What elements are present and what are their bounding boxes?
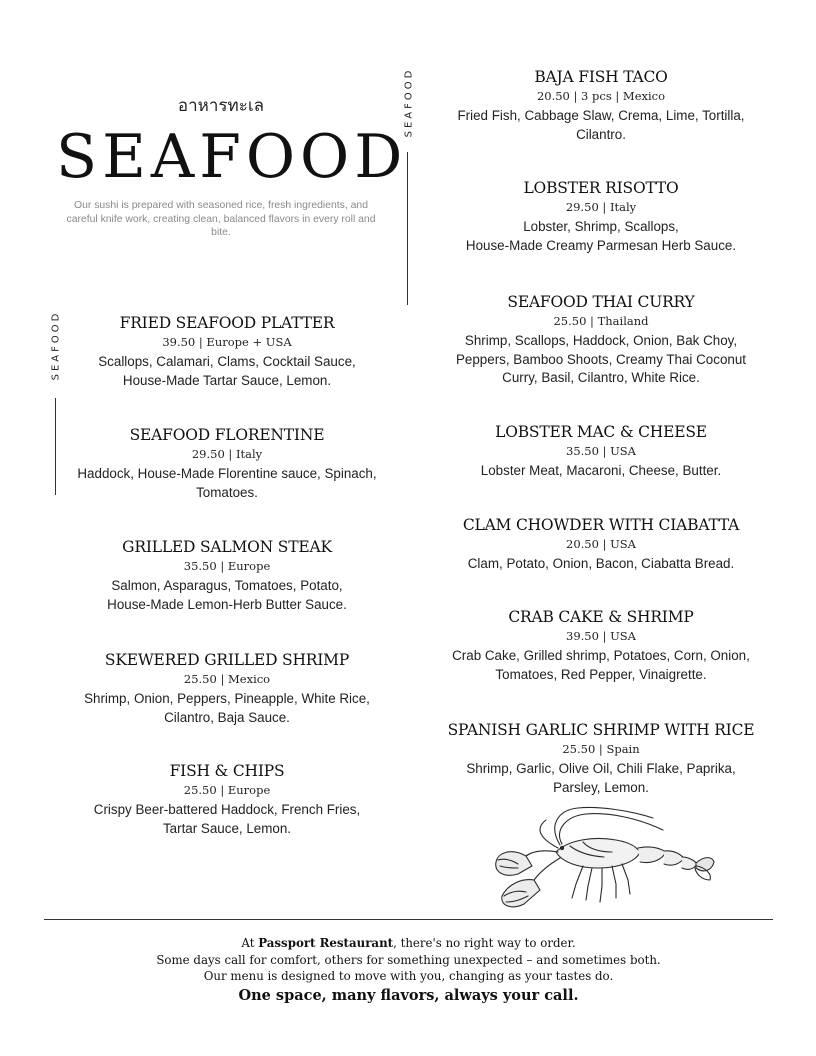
intro-text: Our sushi is prepared with seasoned rice, fresh ingredients, and careful knife work, creating clean, balanced flavors in every roll and bite. [66, 200, 376, 238]
item-description [440, 555, 762, 574]
item-description [440, 647, 762, 684]
menu-item [440, 67, 762, 144]
side-label-left: SEAFOOD [50, 310, 62, 381]
menu-item [440, 720, 762, 797]
menu-item [440, 292, 762, 388]
menu-item [62, 425, 392, 502]
desc-line: Lobster Meat, Macaroni, Cheese, Butter. [480, 463, 722, 478]
desc-line: Tomatoes. [196, 484, 258, 500]
item-meta: 20.50 | 3 pcs | Mexico [536, 89, 666, 103]
desc-line: Clam, Potato, Onion, Bacon, Ciabatta Bread. [467, 556, 735, 571]
footer-line-3: Our menu is designed to move with you, changing as your tastes do. [203, 969, 614, 983]
item-name: SEAFOOD THAI CURRY [507, 293, 695, 311]
item-description [62, 690, 392, 727]
item-description [62, 801, 392, 838]
side-label-right: SEAFOOD [403, 67, 415, 138]
desc-line: Shrimp, Garlic, Olive Oil, Chili Flake, Paprika, [466, 761, 736, 776]
menu-item [62, 650, 392, 727]
item-meta: 35.50 | Europe [183, 559, 271, 573]
item-description [440, 760, 762, 797]
item-meta: 35.50 | USA [566, 444, 636, 458]
item-meta: 25.50 | Thailand [553, 314, 649, 328]
desc-line: Tomatoes, Red Pepper, Vinaigrette. [495, 666, 707, 682]
desc-line: Peppers, Bamboo Shoots, Creamy Thai Coconut [455, 351, 747, 367]
footer-line-2: Some days call for comfort, others for something unexpected – and sometimes both. [156, 952, 661, 967]
item-meta: 29.50 | Italy [565, 200, 637, 214]
desc-line: Tartar Sauce, Lemon. [162, 820, 292, 836]
menu-item [62, 537, 392, 614]
desc-line: Fried Fish, Cabbage Slaw, Crema, Lime, Tortilla, [457, 108, 745, 123]
desc-line: Cilantro, Baja Sauce. [164, 709, 290, 725]
desc-line: Salmon, Asparagus, Tomatoes, Potato, [111, 578, 343, 593]
footer-tagline: One space, many flavors, always your call. [238, 986, 579, 1004]
footer-divider [44, 919, 773, 920]
item-description [440, 107, 762, 144]
menu-item [62, 761, 392, 838]
desc-line: Lobster, Shrimp, Scallops, [523, 219, 679, 234]
item-meta: 39.50 | Europe + USA [162, 335, 292, 349]
vertical-divider-left [55, 398, 56, 495]
footer [44, 935, 773, 1007]
item-name: SKEWERED GRILLED SHRIMP [104, 651, 350, 669]
menu-item [62, 313, 392, 390]
item-name: GRILLED SALMON STEAK [122, 538, 332, 556]
item-meta: 29.50 | Italy [191, 447, 263, 461]
desc-line: House-Made Tartar Sauce, Lemon. [122, 372, 332, 388]
item-description [440, 462, 762, 481]
menu-item [440, 607, 762, 684]
page-title: SEAFOOD [56, 122, 408, 192]
item-name: LOBSTER MAC & CHEESE [495, 423, 707, 441]
desc-line: Crispy Beer-battered Haddock, French Fries, [93, 802, 361, 817]
item-name: BAJA FISH TACO [534, 68, 668, 86]
desc-line: Shrimp, Onion, Peppers, Pineapple, White Rice, [84, 691, 370, 706]
thai-title: อาหารทะเล [177, 96, 265, 116]
item-meta: 20.50 | USA [566, 537, 636, 551]
desc-line: House-Made Lemon-Herb Butter Sauce. [107, 596, 347, 612]
desc-line: Parsley, Lemon. [553, 779, 649, 795]
item-name: FISH & CHIPS [169, 762, 285, 780]
item-description [62, 353, 392, 390]
desc-line: Curry, Basil, Cilantro, White Rice. [502, 370, 700, 385]
footer-line-1-post: , there's no right way to order. [393, 936, 576, 950]
menu-item [440, 515, 762, 574]
desc-line: Scallops, Calamari, Clams, Cocktail Sauce, [98, 354, 356, 369]
item-description [440, 332, 762, 388]
item-description [62, 465, 392, 502]
item-name: SPANISH GARLIC SHRIMP WITH RICE [447, 721, 755, 739]
item-meta: 39.50 | USA [566, 629, 636, 643]
desc-line: Cilantro. [576, 126, 626, 142]
item-name: CRAB CAKE & SHRIMP [508, 608, 694, 626]
item-name: CLAM CHOWDER WITH CIABATTA [462, 516, 740, 534]
desc-line: Shrimp, Scallops, Haddock, Onion, Bak Choy, [464, 333, 738, 348]
item-description [440, 218, 762, 255]
desc-line: House-Made Creamy Parmesan Herb Sauce. [465, 237, 737, 253]
item-name: LOBSTER RISOTTO [523, 179, 679, 197]
menu-item [440, 178, 762, 255]
item-name: FRIED SEAFOOD PLATTER [119, 314, 335, 332]
item-meta: 25.50 | Mexico [183, 672, 271, 686]
item-name: SEAFOOD FLORENTINE [129, 426, 325, 444]
desc-line: Haddock, House-Made Florentine sauce, Spinach, [77, 466, 377, 481]
footer-line-1 [44, 935, 773, 952]
item-meta: 25.50 | Europe [183, 783, 271, 797]
item-description [62, 577, 392, 614]
footer-line-1-pre: At [241, 936, 259, 950]
vertical-divider-right [407, 152, 408, 305]
menu-item [440, 422, 762, 481]
desc-line: Crab Cake, Grilled shrimp, Potatoes, Corn, Onion, [452, 648, 750, 663]
item-meta: 25.50 | Spain [562, 742, 640, 756]
restaurant-name: Passport Restaurant [258, 936, 394, 950]
lobster-illustration [488, 800, 718, 915]
